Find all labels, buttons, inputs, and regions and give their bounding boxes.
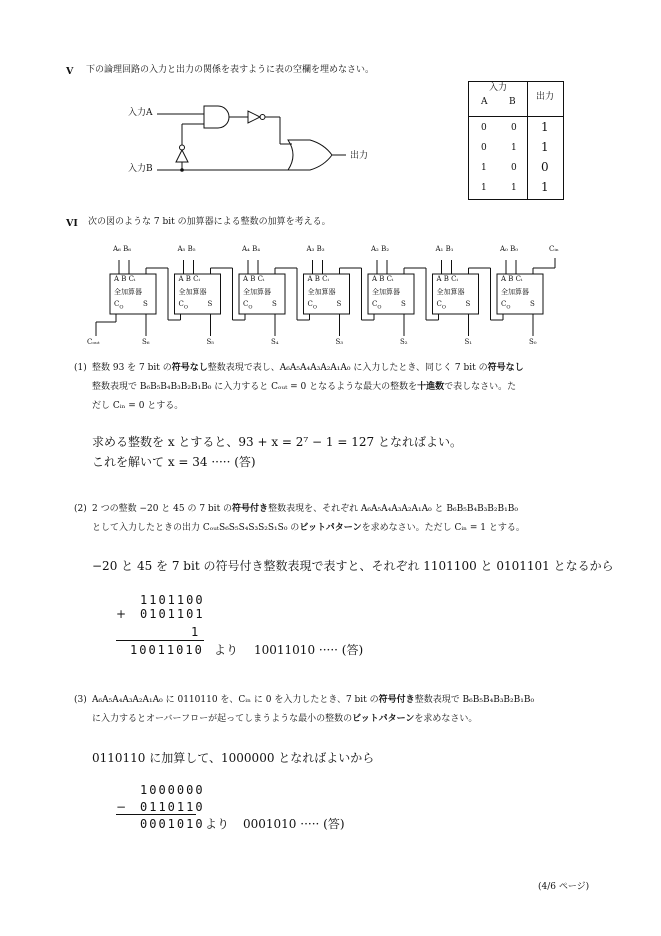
adder-s-label: S bbox=[143, 300, 148, 308]
th-a: A bbox=[481, 97, 488, 107]
cell-b: 0 bbox=[511, 163, 517, 173]
q2-text-1a: 2 つの整数 −20 と 45 の 7 bit の bbox=[92, 504, 233, 514]
q3-text-line1 bbox=[92, 691, 534, 710]
adder-name-label: 全加算器 bbox=[436, 288, 465, 296]
q2-calc-operator: + bbox=[116, 607, 127, 621]
adder-co-label: $C_O$ bbox=[114, 300, 124, 311]
adder-co-label: $C_O$ bbox=[243, 300, 253, 311]
q2-number: (2) bbox=[74, 504, 87, 514]
q3-emph-bitpattern: ビットパターン bbox=[352, 714, 415, 724]
adder-header-label: A B Cᵢ bbox=[501, 275, 523, 283]
adder-header-label: A B Cᵢ bbox=[114, 275, 136, 283]
adder-labels bbox=[80, 238, 580, 350]
q3-text-line2 bbox=[92, 710, 477, 729]
adder-sum-label: S₂ bbox=[400, 338, 408, 346]
cell-out: 1 bbox=[541, 120, 549, 134]
adder-co-label: $C_O$ bbox=[307, 300, 317, 311]
q3-final-answer: 0001010 ····· (答) bbox=[243, 817, 345, 831]
adder-input-label: A₂ B₂ bbox=[371, 245, 390, 253]
q1-answer-line2: これを解いて x = 34 ····· (答) bbox=[92, 455, 256, 469]
adder-sum-label: S₄ bbox=[271, 338, 279, 346]
q2-answer-line1: −20 と 45 を 7 bit の符号付き整数表現で表すと、それぞれ 1101100 と 0101101 となるから bbox=[92, 559, 614, 573]
section-vi-title: 次の図のような 7 bit の加算器による整数の加算を考える。 bbox=[88, 217, 331, 227]
q2-text-2c: を求めなさい。ただし Cᵢₙ = 1 とする。 bbox=[361, 523, 525, 533]
adder-name-label: 全加算器 bbox=[372, 288, 400, 296]
q2-calc-carry: 1 bbox=[191, 625, 201, 639]
q2-text-line2 bbox=[92, 519, 525, 538]
q2-emph-bitpattern: ビットパターン bbox=[299, 523, 362, 533]
th-output: 出力 bbox=[535, 92, 554, 102]
q1-text-line3: だし Cᵢₙ = 0 とする。 bbox=[92, 401, 184, 411]
q2-yori: より bbox=[214, 643, 239, 657]
label-output: 出力 bbox=[350, 151, 369, 161]
adder-input-label: A₃ B₃ bbox=[306, 245, 325, 253]
q3-calc-operand-a: 1000000 bbox=[140, 783, 205, 797]
adder-sum-label: S₅ bbox=[206, 338, 215, 346]
adder-co-subscript: O bbox=[248, 304, 253, 311]
q1-text-2a: 整数表現で B₆B₅B₄B₃B₂B₁B₀ に入力すると Cₒᵤₜ = 0 となるような最大の整数を bbox=[92, 382, 418, 392]
adder-name-label: 全加算器 bbox=[307, 288, 336, 296]
adder-header-label: A B Cᵢ bbox=[307, 275, 329, 283]
q1-emph-unsigned-2: 符号なし bbox=[487, 363, 524, 373]
cell-out: 0 bbox=[541, 160, 549, 174]
section-vi-number: VI bbox=[66, 218, 78, 229]
cin-label: Cᵢₙ bbox=[549, 245, 559, 253]
q2-calc-operand-b: 0101101 bbox=[140, 607, 205, 621]
th-input: 入力 bbox=[488, 83, 507, 93]
th-b: B bbox=[509, 97, 516, 107]
q2-final-answer: 10011010 ····· (答) bbox=[254, 643, 364, 657]
adder-header-label: A B Cᵢ bbox=[436, 275, 458, 283]
q2-calc-result: 10011010 bbox=[130, 643, 204, 657]
adder-input-label: A₆ B₆ bbox=[113, 245, 132, 253]
adder-co-subscript: O bbox=[506, 304, 511, 311]
truth-table bbox=[468, 81, 564, 200]
cell-b: 0 bbox=[511, 123, 517, 133]
q1-text-1c: 整数表現で表し、A₆A₅A₄A₃A₂A₁A₀ に入力したとき、同じく 7 bit の bbox=[207, 363, 488, 373]
adder-name-label: 全加算器 bbox=[243, 288, 271, 296]
cell-out: 1 bbox=[541, 140, 549, 154]
table-row bbox=[469, 159, 563, 179]
adder-s-label: S bbox=[401, 300, 406, 308]
cell-a: 0 bbox=[481, 143, 487, 153]
section-v-title: 下の論理回路の入力と出力の関係を表すように表の空欄を埋めなさい。 bbox=[86, 65, 375, 75]
adder-input-label: A₄ B₄ bbox=[242, 245, 261, 253]
q1-text-1a: 整数 93 を 7 bit の bbox=[92, 363, 172, 373]
adder-co-label: $C_O$ bbox=[501, 300, 511, 311]
adder-s-label: S bbox=[530, 300, 535, 308]
q3-yori: より bbox=[205, 817, 230, 831]
cell-b: 1 bbox=[511, 143, 517, 153]
page-number: (4/6 ページ) bbox=[538, 882, 590, 892]
q3-emph-signed: 符号付き bbox=[378, 695, 415, 705]
adder-co-label: $C_O$ bbox=[436, 300, 446, 311]
q3-text-1a: A₆A₅A₄A₃A₂A₁A₀ に 0110110 を、Cᵢₙ に 0 を入力したとき、7 bit の bbox=[92, 695, 379, 705]
adder-sum-label: S₀ bbox=[529, 338, 537, 346]
table-row bbox=[469, 179, 563, 199]
cell-out: 1 bbox=[541, 180, 549, 194]
adder-s-label: S bbox=[207, 300, 213, 308]
logic-circuit-diagram bbox=[120, 100, 390, 185]
adder-sum-label: S₆ bbox=[142, 338, 150, 346]
q1-text-line2 bbox=[92, 378, 516, 397]
adder-s-label: S bbox=[336, 300, 342, 308]
cell-a: 1 bbox=[481, 183, 487, 193]
q1-emph-decimal: 十進数 bbox=[417, 382, 445, 392]
label-input-a: 入力A bbox=[128, 108, 153, 118]
q3-text-2c: を求めなさい。 bbox=[414, 714, 478, 724]
q1-number: (1) bbox=[74, 363, 87, 373]
table-row bbox=[469, 119, 563, 139]
q2-emph-signed: 符号付き bbox=[232, 504, 269, 514]
q2-text-2a: として入力したときの出力 CₒᵤₜS₆S₅S₄S₃S₂S₁S₀ の bbox=[92, 523, 300, 533]
label-input-b: 入力B bbox=[128, 164, 153, 174]
q2-text-1c: 整数表現を、それぞれ A₆A₅A₄A₃A₂A₁A₀ と B₆B₅B₄B₃B₂B₁B₀ bbox=[268, 504, 518, 514]
adder-input-label: A₅ B₅ bbox=[177, 245, 196, 253]
adder-header-label: A B Cᵢ bbox=[372, 275, 394, 283]
q3-text-2a: に入力するとオーバーフローが起ってしまうような最小の整数の bbox=[92, 714, 353, 724]
adder-input-label: A₀ B₀ bbox=[500, 245, 519, 253]
adder-header-label: A B Cᵢ bbox=[178, 275, 200, 283]
adder-co-subscript: O bbox=[183, 304, 188, 311]
q3-answer-line1: 0110110 に加算して、1000000 となればよいから bbox=[92, 751, 375, 765]
cell-a: 0 bbox=[481, 123, 487, 133]
table-row bbox=[469, 139, 563, 159]
q2-calc-operand-a: 1101100 bbox=[140, 593, 205, 607]
q3-calc-result: 0001010 bbox=[140, 817, 205, 831]
adder-name-label: 全加算器 bbox=[114, 288, 142, 296]
q1-emph-unsigned: 符号なし bbox=[171, 363, 208, 373]
adder-name-label: 全加算器 bbox=[501, 288, 529, 296]
adder-sum-label: S₃ bbox=[335, 338, 344, 346]
cout-label: Cₒᵤₜ bbox=[87, 338, 100, 346]
q3-calc-operator: − bbox=[116, 800, 127, 814]
q1-answer-line1: 求める整数を x とすると、93 + x = 2⁷ − 1 = 127 となればよい。 bbox=[92, 435, 462, 449]
adder-name-label: 全加算器 bbox=[178, 288, 207, 296]
adder-sum-label: S₁ bbox=[464, 338, 473, 346]
section-v-number: V bbox=[66, 66, 74, 77]
adder-s-label: S bbox=[272, 300, 277, 308]
q1-text-line1 bbox=[92, 359, 612, 378]
adder-co-label: $C_O$ bbox=[178, 300, 188, 311]
adder-input-label: A₁ B₁ bbox=[435, 245, 454, 253]
adder-header-label: A B Cᵢ bbox=[243, 275, 265, 283]
adder-s-label: S bbox=[465, 300, 471, 308]
cell-a: 1 bbox=[481, 163, 487, 173]
adder-co-subscript: O bbox=[312, 304, 317, 311]
q2-text-line1 bbox=[92, 500, 518, 519]
q3-calc-operand-b: 0110110 bbox=[140, 800, 205, 814]
junction-dot bbox=[180, 168, 184, 172]
q3-text-1c: 整数表現で B₆B₅B₄B₃B₂B₁B₀ bbox=[414, 695, 535, 705]
truth-table-body bbox=[469, 119, 563, 199]
adder-co-label: $C_O$ bbox=[372, 300, 382, 311]
q1-text-2c: で表しなさい。た bbox=[444, 382, 517, 392]
q3-number: (3) bbox=[74, 695, 87, 705]
adder-co-subscript: O bbox=[377, 304, 382, 311]
cell-b: 1 bbox=[511, 183, 517, 193]
adder-co-subscript: O bbox=[441, 304, 446, 311]
adder-co-subscript: O bbox=[119, 304, 124, 311]
